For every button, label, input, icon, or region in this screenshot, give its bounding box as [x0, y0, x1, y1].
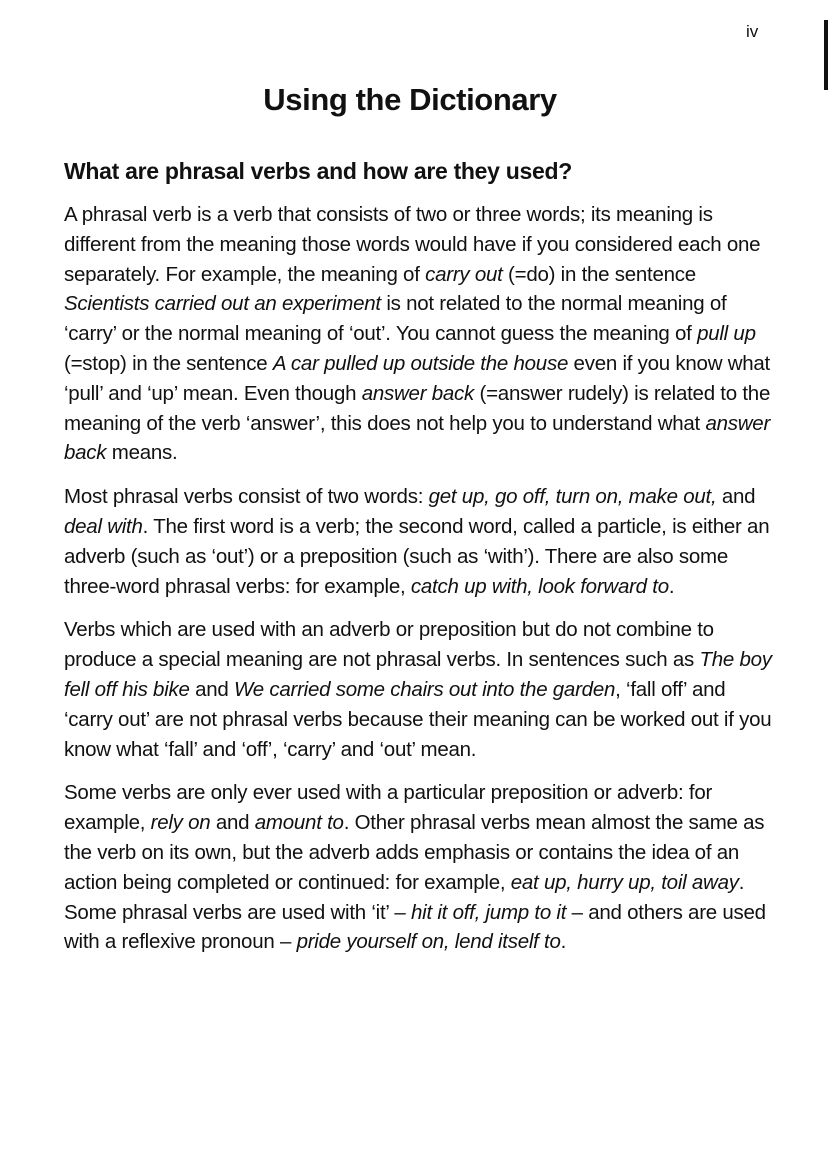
text-run: . The first word is a verb; the second word, called a particle, is either an adverb (such as ‘out’) or a preposition (such as ‘with’). There are also some three-word phrasal verbs: for example, — [64, 514, 770, 598]
text-run: Some verbs are only ever used with a particular preposition or adverb: for example, — [64, 781, 713, 835]
paragraph-2 — [64, 482, 774, 601]
italic-example: pull up — [697, 322, 756, 346]
italic-example: eat up, hurry up, toil away — [510, 870, 739, 894]
text-run: and — [210, 811, 255, 835]
italic-example: rely on — [150, 811, 211, 835]
text-run: and — [189, 677, 235, 701]
text-run: , ‘fall off’ and ‘carry out’ are not phrasal verbs because their meaning can be worked out if you know what ‘fall’ and ‘off’, ‘carry’ and ‘out’ mean. — [64, 677, 772, 761]
page-number: iv — [746, 22, 759, 41]
text-run: and — [716, 485, 756, 509]
italic-example: answer back — [64, 411, 771, 465]
section-body — [64, 156, 774, 971]
text-run: . — [560, 930, 567, 954]
italic-example: hit it off, jump to it — [411, 900, 567, 924]
text-run: Most phrasal verbs consist of two words: — [64, 485, 429, 509]
text-run: (=answer rudely) is related to the meaning of the verb ‘answer’, this does not help you to understand what — [64, 381, 771, 435]
italic-example: A car pulled up outside the house — [272, 351, 569, 375]
italic-example: catch up with, look forward to — [410, 574, 669, 598]
italic-example: answer back — [361, 381, 475, 405]
text-run: Verbs which are used with an adverb or preposition but do not combine to produce a special meaning are not phrasal verbs. In sentences such as — [64, 618, 714, 672]
text-run: even if you know what ‘pull’ and ‘up’ mean. Even though — [64, 351, 771, 405]
text-run: . Other phrasal verbs mean almost the same as the verb on its own, but the adverb adds emphasis or contains the idea of an action being completed or continued: for example, — [64, 811, 765, 894]
italic-example: deal with — [64, 514, 143, 538]
page-edge-mark — [824, 20, 828, 90]
text-run: is not related to the normal meaning of ‘carry’ or the normal meaning of ‘out’. You cannot guess the meaning of — [64, 292, 727, 346]
text-run: . Some phrasal verbs are used with ‘it’ – — [64, 870, 745, 924]
paragraph-1 — [64, 200, 774, 468]
italic-example: carry out — [425, 262, 503, 286]
italic-example: We carried some chairs out into the garden — [234, 677, 616, 701]
italic-example: get up, go off, turn on, make out, — [428, 485, 717, 509]
text-run: means. — [106, 441, 178, 465]
text-run: – and others are used with a reflexive pronoun – — [64, 900, 766, 954]
text-run: A phrasal verb is a verb that consists of two or three words; its meaning is different from the meaning those words would have if you considered each one separately. For example, the meaning of — [64, 203, 761, 286]
section-heading: What are phrasal verbs and how are they used? — [64, 158, 572, 184]
paragraph-3 — [64, 615, 774, 764]
paragraph-4 — [64, 778, 774, 957]
italic-example: pride yourself on, lend itself to — [296, 930, 561, 954]
text-run: (=stop) in the sentence — [64, 351, 273, 375]
text-run: . — [668, 574, 675, 598]
italic-example: amount to — [254, 811, 344, 835]
text-run: (=do) in the sentence — [502, 262, 696, 286]
italic-example: The boy fell off his bike — [64, 648, 772, 701]
page-title: Using the Dictionary — [263, 82, 557, 117]
italic-example: Scientists carried out an experiment — [64, 292, 381, 316]
